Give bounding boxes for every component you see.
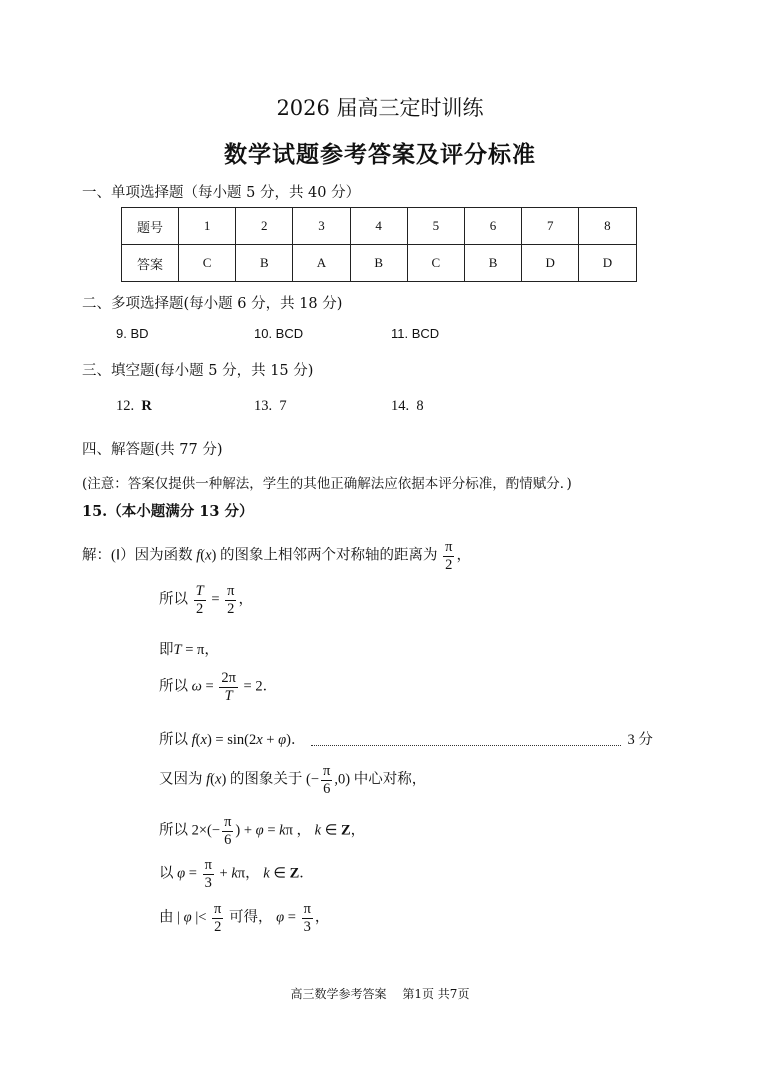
solution-line-1: 解：(Ⅰ）因为函数 f(x) 的图象上相邻两个对称轴的距离为 $\frac{\pi}{2}$ ， [82,539,471,573]
answer-cell: C [407,245,464,282]
question-number: 8 [579,208,636,245]
mc-answer-9: 9. BD [116,326,149,341]
document-title: 2026 届高三定时训练 [276,96,484,120]
row-label-number: 题号 [122,208,179,245]
fill-answer-13: 13. 7 [254,398,287,414]
answer-cell: C [179,245,236,282]
solution-line-8: 以 φ = $\frac{\pi}{3}$ + kπ， k ∈ Z． [159,857,314,891]
solution-line-6: 又因为 f(x) 的图象关于 (− $\frac{\pi}{6}$ ,0) 中心对称， [159,763,427,797]
section-2-heading: 二、多项选择题(每小题 6 分，共 18 分) [82,296,343,312]
question-number: 3 [293,208,350,245]
question-15-heading: 15.（本小题满分 13 分） [82,503,254,520]
page-footer: 高三数学参考答案 第1页 共7页 [290,987,470,1001]
answer-cell: D [579,245,636,282]
grading-note: (注意：答案仅提供一种解法，学生的其他正确解法应依据本评分标准，酌情赋分．) [82,476,572,492]
table-row-numbers [122,208,637,245]
solution-line-4: 所以 ω = $\frac{2\pi}{T}$ = 2． [159,670,278,704]
score-leader-dots [311,735,621,746]
section-1-heading: 一、单项选择题（每小题 5 分，共 40 分） [82,185,361,201]
fill-answer-12: 12. R [116,398,152,414]
question-number: 5 [407,208,464,245]
answer-table [121,207,637,282]
question-number: 7 [522,208,579,245]
solution-line-5: 所以 f(x) = sin(2x + φ)． 3 分 [159,732,653,748]
answer-cell: D [522,245,579,282]
mc-answer-11: 11. BCD [391,326,440,341]
fill-answer-14: 14. 8 [391,398,424,414]
row-label-answer: 答案 [122,245,179,282]
mc-answer-10: 10. BCD [254,326,304,341]
question-number: 6 [464,208,521,245]
solution-line-3: 即T = π， [159,642,219,658]
solution-line-7: 所以 2×(− $\frac{\pi}{6}$ ) + φ = kπ ， k ∈ Z， [159,814,366,848]
solution-line-2: 所以 $\frac{T}{2}$ = $\frac{\pi}{2}$ ， [159,583,253,617]
question-number: 4 [350,208,407,245]
answer-cell: B [350,245,407,282]
section-4-heading: 四、解答题(共 77 分) [82,442,223,458]
solution-line-9: 由 | φ |< $\frac{\pi}{2}$ 可得， φ = $\frac{\pi}{3}$ ， [159,901,330,935]
table-row-answers [122,245,637,282]
question-number: 2 [236,208,293,245]
answer-cell: A [293,245,350,282]
answer-cell: B [464,245,521,282]
section-3-heading: 三、填空题(每小题 5 分，共 15 分) [82,363,314,379]
document-subtitle: 数学试题参考答案及评分标准 [224,141,536,168]
answer-cell: B [236,245,293,282]
question-number: 1 [179,208,236,245]
